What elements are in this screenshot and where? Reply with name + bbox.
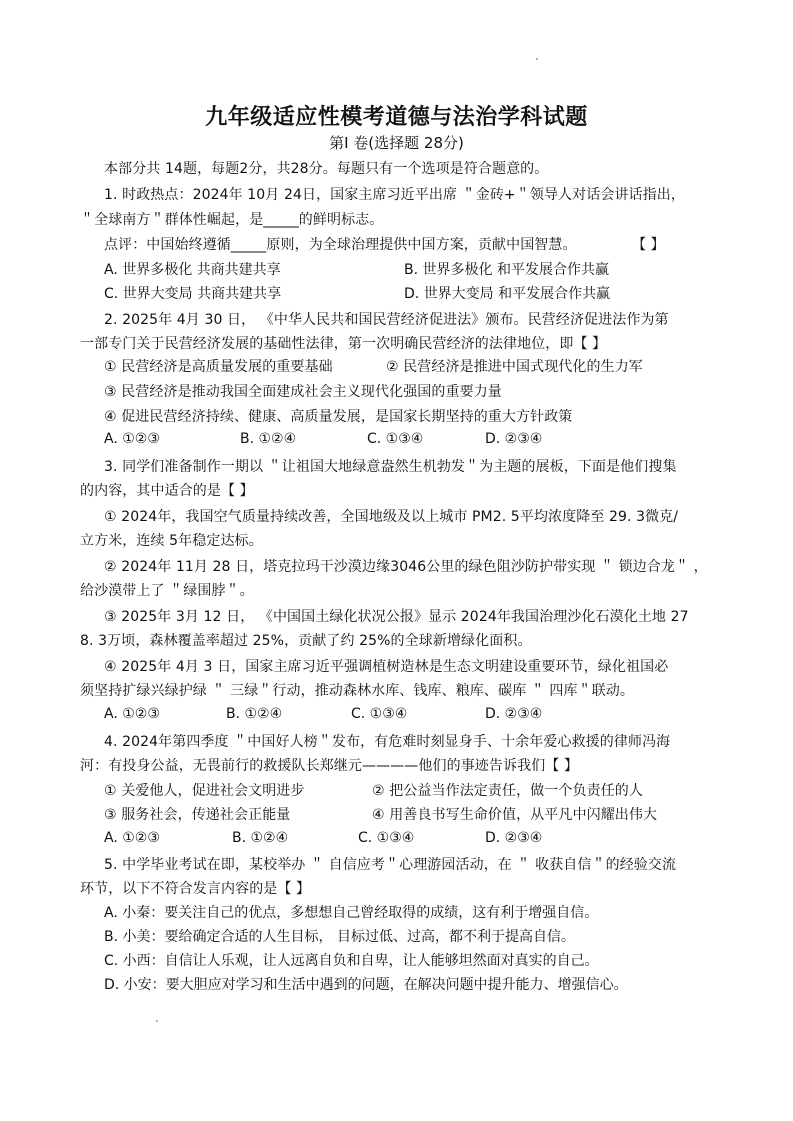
q4-option-a: A. ①②③ [104, 830, 160, 846]
exam-title: 九年级适应性模考道德与法治学科试题 [205, 105, 588, 130]
section-heading: 第Ⅰ 卷(选择题 28分) [329, 134, 464, 152]
q3-option-a: A. ①②③ [104, 706, 160, 722]
q5-option-a: A. 小秦：要关注自己的优点，多想想自己曾经取得的成绩，这有利于增强自信。 [104, 905, 599, 921]
q3-stem-line2: 的内容，其中适合的是【 】 [80, 483, 254, 499]
q3-statement-2b: 给沙漠带上了 ＂绿围脖＂。 [80, 583, 254, 599]
q2-stem-line2: 一部专门关于民营经济发展的基础性法律，第一次明确民营经济的法律地位，即【 】 [80, 336, 607, 352]
q4-stem-line2: 河：有投身公益，无畏前行的救援队长郑继元————他们的事迹告诉我们【 】 [80, 758, 579, 774]
q3-statement-1b: 立方米，连续 5年稳定达标。 [80, 533, 263, 549]
q2-statement-1: ① 民营经济是高质量发展的重要基础 [104, 359, 333, 375]
q4-option-b: B. ①②④ [232, 830, 289, 846]
q5-option-b: B. 小美：要给确定合适的人生目标， 目标过低、过高，都不利于提高自信。 [104, 929, 575, 945]
q3-statement-2a: ② 2024年 11月 28 日，塔克拉玛干沙漠边缘3046公里的绿色阻沙防护带实现 ＂ 锁边合龙＂ ， [104, 559, 708, 575]
q3-statement-4b: 须坚持扩绿兴绿护绿 ＂ 三绿＂行动，推动森林水库、钱库、粮库、碳库 ＂ 四库＂联动。 [80, 683, 634, 699]
q4-statement-2: ② 把公益当作法定责任，做一个负责任的人 [372, 783, 643, 799]
q5-option-c: C. 小西：自信让人乐观，让人远离自负和自卑，让人能够坦然面对真实的自己。 [104, 953, 599, 969]
q1-answer-bracket: 【 】 [632, 237, 665, 253]
q2-stem-line1: 2. 2025年 4月 30 日， 《中华人民共和国民营经济促进法》颁布。民营经济促进法作为第 [104, 312, 669, 328]
q1-stem-line1: 1. 时政热点：2024年 10月 24日，国家主席习近平出席 ＂金砖+＂领导人对话会讲话指出， [104, 187, 685, 203]
q3-option-b: B. ①②④ [226, 706, 283, 722]
q5-option-d: D. 小安：要大胆应对学习和生活中遇到的问题，在解决问题中提升能力、增强信心。 [104, 977, 628, 993]
q4-statement-1: ① 关爱他人，促进社会文明进步 [104, 783, 305, 799]
q2-statement-4: ④ 促进民营经济持续、健康、高质量发展，是国家长期坚持的重大方针政策 [104, 409, 573, 425]
q2-statement-2: ② 民营经济是推进中国式现代化的生力军 [386, 359, 643, 375]
q3-option-d: D. ②③④ [485, 706, 543, 722]
q2-option-c: C. ①③④ [367, 431, 424, 447]
q4-stem-line1: 4. 2024年第四季度 ＂中国好人榜＂发布，有危难时刻显身手、十余年爱心救援的律师冯海 [104, 734, 671, 750]
q1-option-d: D. 世界大变局 和平发展合作共赢 [404, 286, 611, 302]
q4-statement-3: ③ 服务社会，传递社会正能量 [104, 807, 291, 823]
q1-comment: 点评：中国始终遵循_____原则，为全球治理提供中国方案，贡献中国智慧。 [104, 237, 577, 253]
q4-option-c: C. ①③④ [358, 830, 415, 846]
q1-option-a: A. 世界多极化 共商共建共享 [104, 262, 281, 278]
q2-statement-3: ③ 民营经济是推动我国全面建成社会主义现代化强国的重要力量 [104, 384, 502, 400]
q1-stem-line2: ＂全球南方＂群体性崛起，是_____的鲜明标志。 [80, 212, 384, 228]
q4-statement-4: ④ 用善良书写生命价值，从平凡中闪耀出伟大 [372, 807, 658, 823]
scan-speck [536, 58, 538, 60]
q3-option-c: C. ①③④ [351, 706, 408, 722]
section-intro: 本部分共 14题，每题2分，共28分。每题只有一个选项是符合题意的。 [104, 161, 549, 177]
q5-stem-line1: 5. 中学毕业考试在即，某校举办 ＂ 自信应考＂心理游园活动，在 ＂ 收获自信＂的经验交流 [104, 857, 677, 873]
q1-option-b: B. 世界多极化 和平发展合作共赢 [404, 262, 609, 278]
q3-stem-line1: 3. 同学们准备制作一期以 ＂让祖国大地绿意盎然生机勃发＂为主题的展板，下面是他们搜集 [104, 459, 677, 475]
q2-option-a: A. ①②③ [104, 431, 160, 447]
q2-option-b: B. ①②④ [240, 431, 297, 447]
scan-speck [156, 1020, 158, 1022]
q4-option-d: D. ②③④ [485, 830, 543, 846]
q3-statement-3b: 8. 3万顷，森林覆盖率超过 25%，贡献了约 25%的全球新增绿化面积。 [80, 633, 532, 649]
q3-statement-3a: ③ 2025年 3月 12 日， 《中国国土绿化状况公报》显示 2024年我国治理沙化石漠化土地 27 [104, 609, 689, 625]
q5-stem-line2: 环节，以下不符合发言内容的是【 】 [80, 881, 311, 897]
q3-statement-1a: ① 2024年，我国空气质量持续改善，全国地级及以上城市 PM2. 5平均浓度降至 29. 3微克/ [104, 509, 679, 525]
q1-option-c: C. 世界大变局 共商共建共享 [104, 286, 282, 302]
q3-statement-4a: ④ 2025年 4月 3 日，国家主席习近平强调植树造林是生态文明建设重要环节，绿化祖国必 [104, 659, 669, 675]
q2-option-d: D. ②③④ [485, 431, 543, 447]
